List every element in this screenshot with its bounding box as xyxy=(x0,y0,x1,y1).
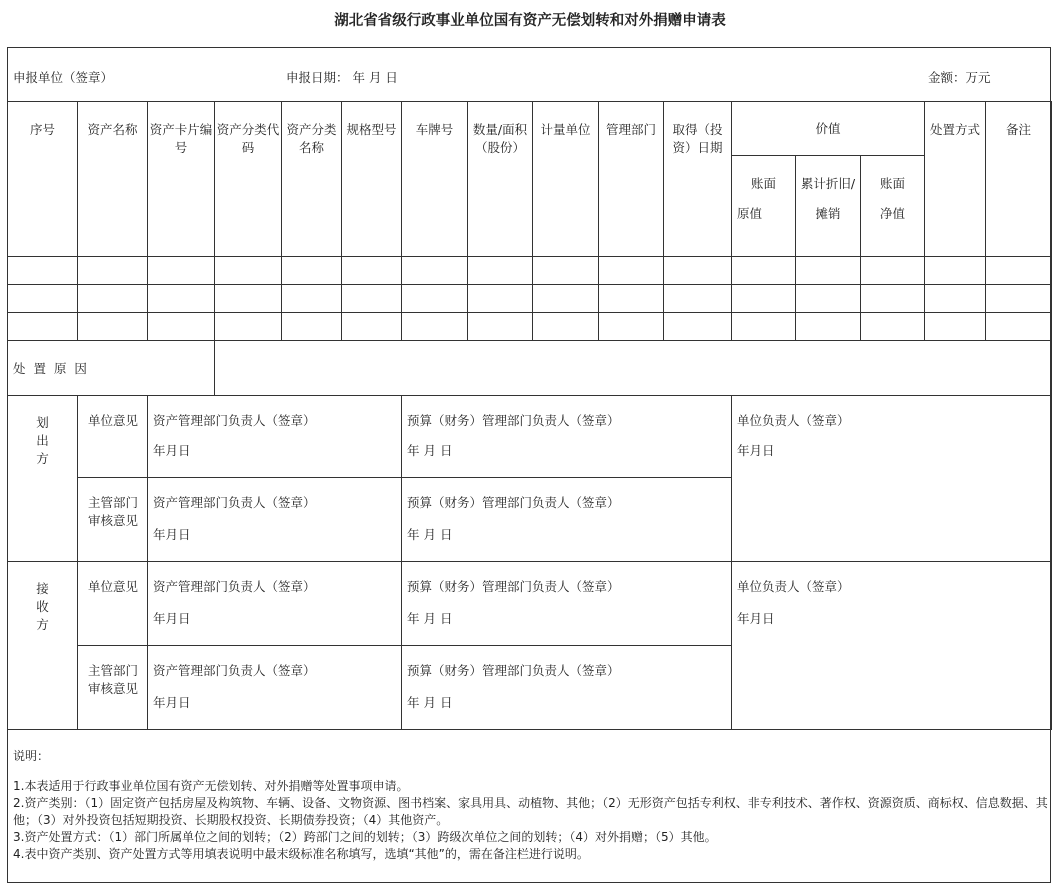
header-unit: 计量单位 xyxy=(533,102,599,257)
header-depreciation: 累计折旧/ 摊销 xyxy=(796,156,861,257)
reporting-unit-label: 申报单位（签章） xyxy=(13,70,114,85)
header-spec: 规格型号 xyxy=(342,102,402,257)
transfer-out-label: 划 出 方 xyxy=(8,396,78,562)
in-supervisor-asset-sign[interactable]: 资产管理部门负责人（签章） 年月日 xyxy=(148,646,402,730)
amount-unit-label: 金额：万元 xyxy=(928,70,991,85)
header-value: 价值 xyxy=(732,102,925,156)
header-disposal: 处置方式 xyxy=(925,102,986,257)
out-asset-mgr-sign[interactable]: 资产管理部门负责人（签章） 年月日 xyxy=(148,396,402,478)
instructions xyxy=(13,748,1048,863)
in-unit-head-sign[interactable]: 单位负责人（签章） 年月日 xyxy=(732,562,1052,730)
application-table xyxy=(7,101,1052,730)
header-seq: 序号 xyxy=(8,102,78,257)
out-unit-opinion-label: 单位意见 xyxy=(78,396,148,478)
reporting-date-label: 申报日期： 年 月 日 xyxy=(286,70,398,85)
form-title: 湖北省省级行政事业单位国有资产无偿划转和对外捐赠申请表 xyxy=(334,13,726,29)
in-asset-mgr-sign[interactable]: 资产管理部门负责人（签章） 年月日 xyxy=(148,562,402,646)
header-asset-name: 资产名称 xyxy=(78,102,148,257)
instruction-item: 3.资产处置方式：（1）部门所属单位之间的划转；（2）跨部门之间的划转；（3）跨级次单位之间的划转；（4）对外捐赠；（5）其他。 xyxy=(13,830,717,844)
in-budget-mgr-sign[interactable]: 预算（财务）管理部门负责人（签章） 年 月 日 xyxy=(402,562,732,646)
instruction-item: 2.资产类别：（1）固定资产包括房屋及构筑物、车辆、设备、文物资源、图书档案、家具用具、动植物、其他；（2）无形资产包括专利权、非专利技术、著作权、资源资质、商标权、信息数据、其他；（3）对外投资包括短期投资、长期股权投资、长期债券投资；（4）其他资产。 xyxy=(13,796,1048,827)
out-unit-head-sign[interactable]: 单位负责人（签章） 年月日 xyxy=(732,396,1052,562)
table-row xyxy=(8,285,1052,313)
receiver-label: 接 收 方 xyxy=(8,562,78,730)
out-supervisor-budget-sign[interactable]: 预算（财务）管理部门负责人（签章） 年 月 日 xyxy=(402,478,732,562)
header-category-name: 资产分类名称 xyxy=(282,102,342,257)
header-net-value: 账面 净值 xyxy=(861,156,925,257)
out-budget-mgr-sign[interactable]: 预算（财务）管理部门负责人（签章） 年 月 日 xyxy=(402,396,732,478)
header-acquired-date: 取得（投资）日期 xyxy=(664,102,732,257)
header-dept: 管理部门 xyxy=(599,102,664,257)
header-remark: 备注 xyxy=(986,102,1052,257)
disposal-reason-field[interactable] xyxy=(215,341,1052,396)
out-supervisor-asset-sign[interactable]: 资产管理部门负责人（签章） 年月日 xyxy=(148,478,402,562)
out-supervisor-opinion-label: 主管部门 审核意见 xyxy=(78,478,148,562)
header-plate: 车牌号 xyxy=(402,102,468,257)
in-supervisor-opinion-label: 主管部门 审核意见 xyxy=(78,646,148,730)
in-supervisor-budget-sign[interactable]: 预算（财务）管理部门负责人（签章） 年 月 日 xyxy=(402,646,732,730)
header-book-original: 账面 原值 xyxy=(732,156,796,257)
in-unit-opinion-label: 单位意见 xyxy=(78,562,148,646)
header-category-code: 资产分类代码 xyxy=(215,102,282,257)
instruction-item: 4.表中资产类别、资产处置方式等用填表说明中最末级标准名称填写，选填“其他”的，需在备注栏进行说明。 xyxy=(13,847,589,861)
header-card-no: 资产卡片编号 xyxy=(148,102,215,257)
table-row xyxy=(8,313,1052,341)
instruction-item: 1.本表适用于行政事业单位国有资产无偿划转、对外捐赠等处置事项申请。 xyxy=(13,779,409,793)
instructions-heading: 说明： xyxy=(13,749,50,763)
disposal-reason-label: 处 置 原 因 xyxy=(8,341,215,396)
table-row xyxy=(8,257,1052,285)
header-quantity: 数量/面积（股份） xyxy=(468,102,533,257)
